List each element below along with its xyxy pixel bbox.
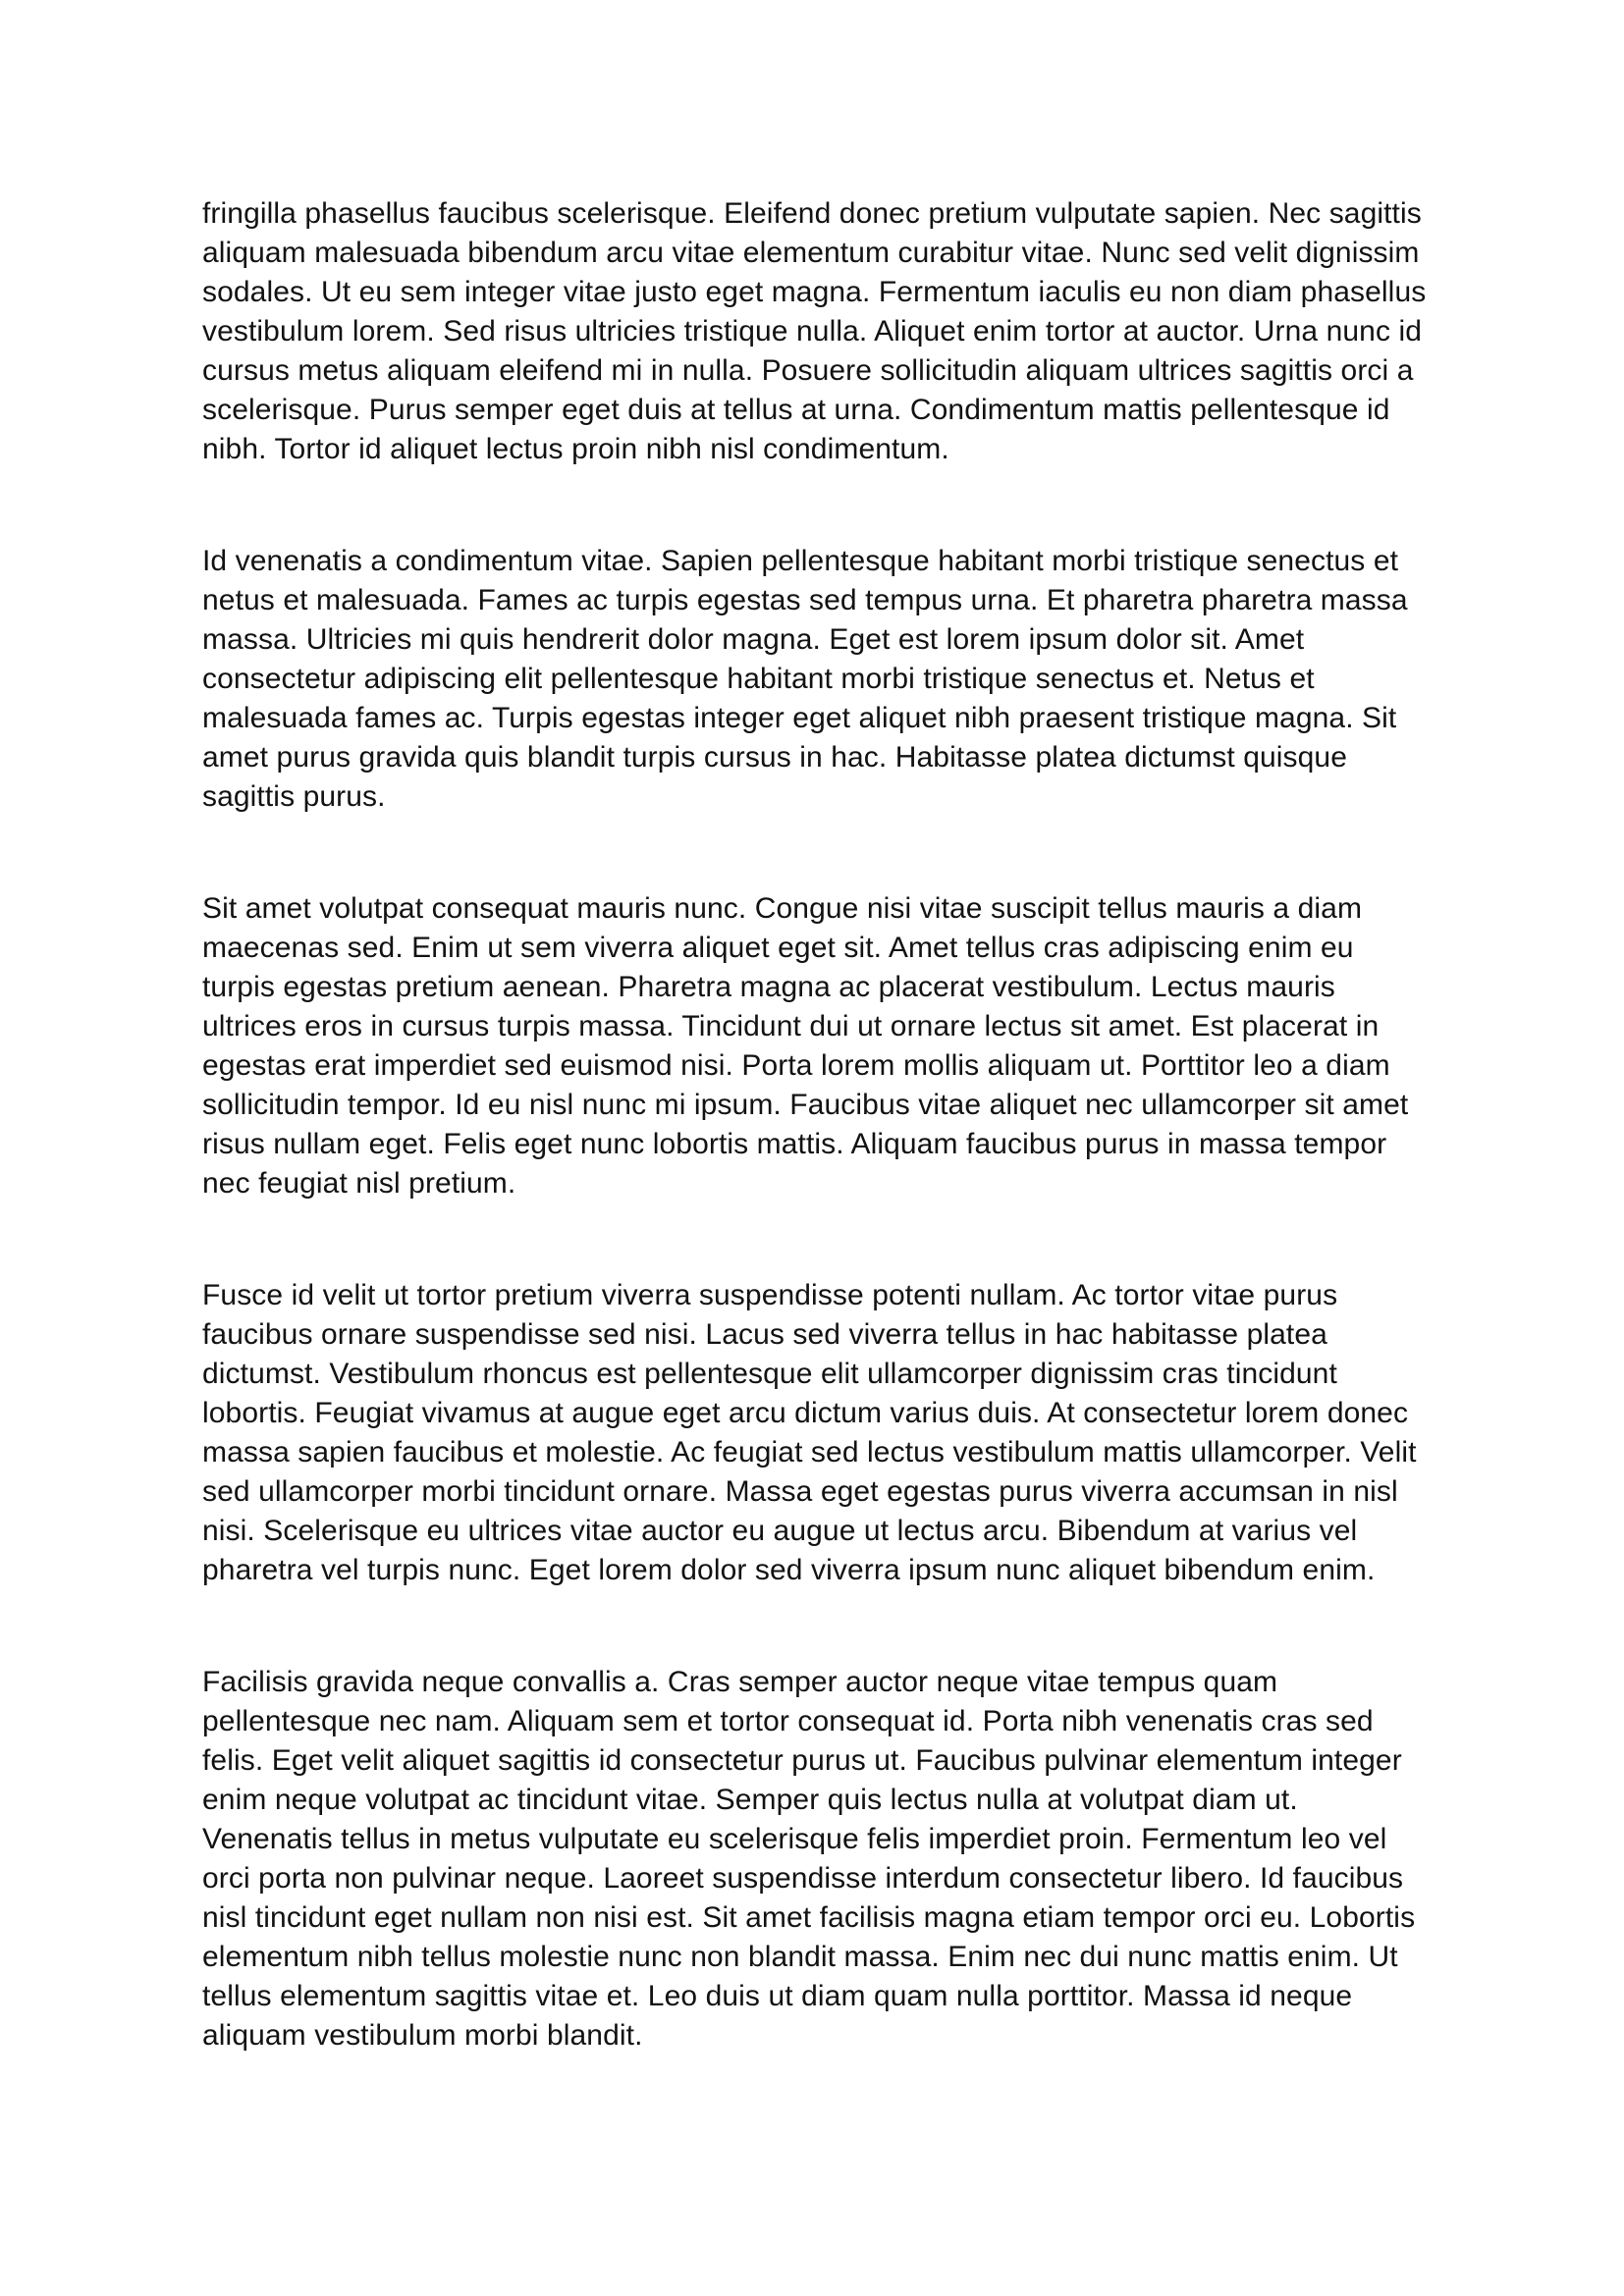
paragraph: Id venenatis a condimentum vitae. Sapien pellentesque habitant morbi tristique senectus et netus et malesuada. Fames ac turpis egestas sed tempus urna. Et pharetra pharetra massa massa. Ultricies mi quis hendrerit dolor magna. Eget est lorem ipsum dolor sit. Amet consectetur adipiscing elit pellentesque habitant morbi tristique senectus et. Netus et malesuada fames ac. Turpis egestas integer eget aliquet nibh praesent tristique magna. Sit amet purus gravida quis blandit turpis cursus in hac. Habitasse platea dictumst quisque sagittis purus. — [202, 545, 1408, 813]
paragraph: fringilla phasellus faucibus scelerisque. Eleifend donec pretium vulputate sapien. Nec sagittis aliquam malesuada bibendum arcu vitae elementum curabitur vitae. Nunc sed velit dignissim sodales. Ut eu sem integer vitae justo eget magna. Fermentum iaculis eu non diam phasellus vestibulum lorem. Sed risus ultricies tristique nulla. Aliquet enim tortor at auctor. Urna nunc id cursus metus aliquam eleifend mi in nulla. Posuere sollicitudin aliquam ultrices sagittis orci a scelerisque. Purus semper eget duis at tellus at urna. Condimentum mattis pellentesque id nibh. Tortor id aliquet lectus proin nibh nisl condimentum. — [202, 197, 1427, 465]
document-text-body — [202, 194, 1428, 2056]
paragraph: Sit amet volutpat consequat mauris nunc. Congue nisi vitae suscipit tellus mauris a diam maecenas sed. Enim ut sem viverra aliquet eget sit. Amet tellus cras adipiscing enim eu turpis egestas pretium aenean. Pharetra magna ac placerat vestibulum. Lectus mauris ultrices eros in cursus turpis massa. Tincidunt dui ut ornare lectus sit amet. Est placerat in egestas erat imperdiet sed euismod nisi. Porta lorem mollis aliquam ut. Porttitor leo a diam sollicitudin tempor. Id eu nisl nunc mi ipsum. Faucibus vitae aliquet nec ullamcorper sit amet risus nullam eget. Felis eget nunc lobortis mattis. Aliquam faucibus purus in massa tempor nec feugiat nisl pretium. — [202, 892, 1409, 1200]
paragraph: Fusce id velit ut tortor pretium viverra suspendisse potenti nullam. Ac tortor vitae purus faucibus ornare suspendisse sed nisi. Lacus sed viverra tellus in hac habitasse platea dictumst. Vestibulum rhoncus est pellentesque elit ullamcorper dignissim cras tincidunt lobortis. Feugiat vivamus at augue eget arcu dictum varius duis. At consectetur lorem donec massa sapien faucibus et molestie. Ac feugiat sed lectus vestibulum mattis ullamcorper. Velit sed ullamcorper morbi tincidunt ornare. Massa eget egestas purus viverra accumsan in nisl nisi. Scelerisque eu ultrices vitae auctor eu augue ut lectus arcu. Bibendum at varius vel pharetra vel turpis nunc. Eget lorem dolor sed viverra ipsum nunc aliquet bibendum enim. — [202, 1279, 1417, 1586]
paragraph: Facilisis gravida neque convallis a. Cras semper auctor neque vitae tempus quam pellentesque nec nam. Aliquam sem et tortor consequat id. Porta nibh venenatis cras sed felis. Eget velit aliquet sagittis id consectetur purus ut. Faucibus pulvinar elementum integer enim neque volutpat ac tincidunt vitae. Semper quis lectus nulla at volutpat diam ut. Venenatis tellus in metus vulputate eu scelerisque felis imperdiet proin. Fermentum leo vel orci porta non pulvinar neque. Laoreet suspendisse interdum consectetur libero. Id faucibus nisl tincidunt eget nullam non nisi est. Sit amet facilisis magna etiam tempor orci eu. Lobortis elementum nibh tellus molestie nunc non blandit massa. Enim nec dui nunc mattis enim. Ut tellus elementum sagittis vitae et. Leo duis ut diam quam nulla porttitor. Massa id neque aliquam vestibulum morbi blandit. — [202, 1666, 1416, 2052]
